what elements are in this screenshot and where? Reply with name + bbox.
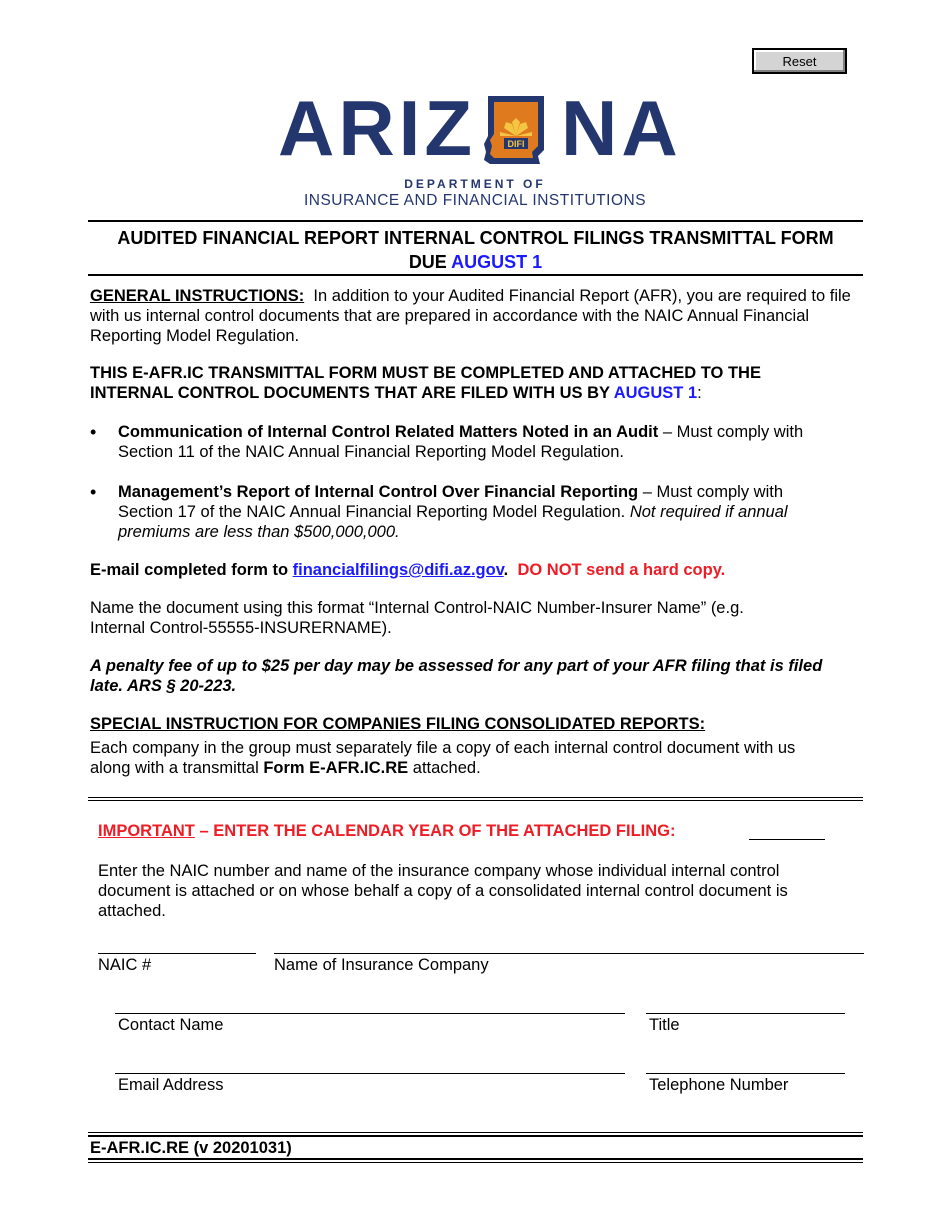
- department-of-text: DEPARTMENT OF: [404, 177, 546, 191]
- due-prefix: DUE: [408, 252, 452, 272]
- email-address-input[interactable]: [115, 1073, 625, 1074]
- title-bottom-rule: [88, 274, 863, 276]
- must-complete-suffix: :: [697, 384, 702, 402]
- must-complete-notice: [90, 363, 810, 403]
- email-address-label: Email Address: [118, 1076, 224, 1094]
- special-form-name: Form E-AFR.IC.RE: [263, 759, 409, 777]
- arizona-state-badge-icon: [480, 92, 552, 168]
- form-due-line: [88, 251, 863, 273]
- footer-rule-top-1: [88, 1132, 863, 1133]
- special-instruction-text: [90, 738, 830, 778]
- department-name-text: INSURANCE AND FINANCIAL INSTITUTIONS: [303, 192, 647, 209]
- bullet-icon: •: [90, 422, 97, 442]
- company-name-label: Name of Insurance Company: [274, 956, 489, 974]
- special-text-suffix: attached.: [408, 759, 481, 777]
- title-input[interactable]: [646, 1013, 845, 1014]
- must-complete-date: AUGUST 1: [613, 384, 698, 402]
- title-label: Title: [649, 1016, 680, 1034]
- form-title: AUDITED FINANCIAL REPORT INTERNAL CONTROL FILINGS TRANSMITTAL FORM: [117, 228, 834, 248]
- calendar-year-input[interactable]: [749, 818, 825, 840]
- penalty-notice: A penalty fee of up to $25 per day may be assessed for any part of your AFR filing that is filed late. ARS § 20-223.: [90, 657, 823, 695]
- section-rule-bottom: [88, 800, 863, 801]
- section-rule-top: [88, 797, 863, 798]
- general-instructions-heading: GENERAL INSTRUCTIONS:: [90, 287, 305, 305]
- naic-number-label: NAIC #: [98, 956, 152, 974]
- bullet-item-management: [118, 482, 818, 542]
- logo-badge-text: DIFI: [507, 139, 525, 149]
- naic-number-input[interactable]: [98, 953, 256, 954]
- telephone-label: Telephone Number: [649, 1076, 789, 1094]
- contact-name-label: Contact Name: [118, 1016, 224, 1034]
- email-instruction: [90, 560, 860, 580]
- footer-rule-bottom-1: [88, 1158, 863, 1160]
- general-instructions-text: In addition to your Audited Financial Report (AFR), you are required to file with us internal control documents that are prepared in accordance with the NAIC Annual Financial Reporting Model Regulation.: [90, 287, 851, 345]
- bullet-2-text: – Must comply with Section 17 of the NAIC Annual Financial Reporting Model Regulation.: [118, 483, 783, 521]
- hard-copy-warning: DO NOT send a hard copy.: [517, 561, 726, 579]
- form-version: E-AFR.IC.RE (v 20201031): [90, 1139, 292, 1157]
- bullet-2-italic: Not required if annual premiums are less than $500,000,000.: [118, 503, 788, 541]
- email-period: .: [503, 561, 509, 579]
- important-rest: – ENTER THE CALENDAR YEAR OF THE ATTACHED FILING:: [194, 822, 676, 840]
- bullet-1-title: Communication of Internal Control Related Matters Noted in an Audit: [118, 423, 659, 441]
- arizona-difi-logo: [278, 84, 682, 172]
- important-year-prompt: [98, 821, 676, 841]
- logo-wordmark-right: NA: [561, 84, 682, 172]
- enter-naic-instruction: Enter the NAIC number and name of the insurance company whose individual internal control document is attached or on whose behalf a copy of a consolidated internal control document is attached.: [98, 862, 788, 920]
- email-link[interactable]: financialfilings@difi.az.gov: [292, 561, 504, 579]
- special-instruction-heading: SPECIAL INSTRUCTION FOR COMPANIES FILING CONSOLIDATED REPORTS:: [90, 715, 706, 733]
- bullet-icon: •: [90, 482, 97, 502]
- title-top-rule: [88, 220, 863, 222]
- telephone-input[interactable]: [646, 1073, 845, 1074]
- important-word: IMPORTANT: [98, 822, 195, 840]
- footer-rule-top-2: [88, 1135, 863, 1137]
- email-prefix: E-mail completed form to: [90, 561, 293, 579]
- logo-wordmark-left: ARIZ: [278, 84, 476, 172]
- reset-button[interactable]: Reset: [752, 48, 847, 74]
- naming-instruction: Name the document using this format “Internal Control-NAIC Number-Insurer Name” (e.g. Internal Control-55555-INSURERNAME).: [90, 599, 744, 637]
- company-name-input[interactable]: [274, 953, 864, 954]
- bullet-item-communication: [118, 422, 808, 462]
- special-text-prefix: Each company in the group must separately file a copy of each internal control document with us along with a transmittal: [90, 739, 796, 777]
- bullet-1-text: – Must comply with Section 11 of the NAIC Annual Financial Reporting Model Regulation.: [118, 423, 804, 461]
- due-date: AUGUST 1: [451, 252, 543, 272]
- must-complete-text: THIS E-AFR.IC TRANSMITTAL FORM MUST BE COMPLETED AND ATTACHED TO THE INTERNAL CONTROL DOCUMENTS THAT ARE FILED WITH US BY: [90, 364, 761, 402]
- bullet-2-title: Management’s Report of Internal Control Over Financial Reporting: [118, 483, 639, 501]
- general-instructions: [90, 286, 860, 346]
- footer-rule-bottom-2: [88, 1162, 863, 1163]
- contact-name-input[interactable]: [115, 1013, 625, 1014]
